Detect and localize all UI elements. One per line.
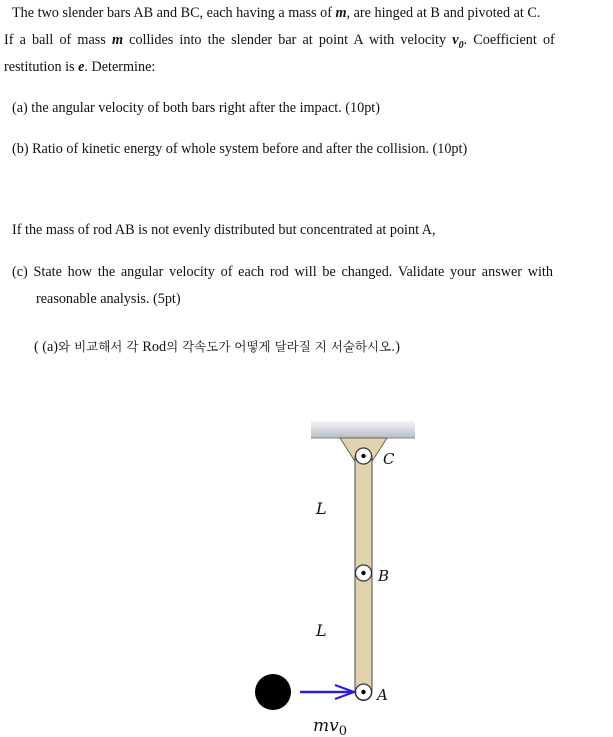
var-v: v [452,32,459,48]
label-l-lower: L [316,621,327,640]
point-a-icon [356,684,372,700]
pivot-c-icon [356,448,372,464]
part-a: (a) the angular velocity of both bars right after the impact. (10pt) [12,100,380,116]
note-text: ( (a) [34,339,59,355]
condition-text: If the mass of rod AB is not evenly distributed but concentrated at point A, [12,222,436,238]
intro-text: . Coefficient of [463,32,555,48]
var-e: e [78,59,85,75]
intro-text: , are hinged at B and pivoted at C. [346,5,541,21]
intro-text: collides into the slender bar at point A with velocity [123,32,453,48]
intro-text: If a ball of mass [4,32,112,48]
momentum-subscript: 0 [338,724,348,737]
var-m: m [111,32,123,48]
note-text-korean: 와 비교해서 각 [58,339,143,354]
part-b: (b) Ratio of kinetic energy of whole system before and after the collision. (10pt) [12,141,468,157]
note-text-korean: 의 각속도가 어떻게 달라질 지 서술하시오. [166,339,396,354]
label-b: B [378,567,390,585]
label-l-upper: L [316,499,327,518]
ceiling-support [311,421,415,438]
momentum-text: mv [313,716,339,736]
ball-icon [255,674,291,710]
var-m: m [335,5,347,21]
label-momentum [313,716,347,737]
intro-text: The two slender bars AB and BC, each having a mass of [12,5,336,21]
intro-text: restitution is [4,59,79,75]
part-c-line-2: reasonable analysis. (5pt) [36,291,181,307]
label-c: C [383,450,395,468]
var-subscript: 0 [458,39,464,51]
hinge-b-icon [356,565,372,581]
note-text: ) [395,339,400,355]
intro-text: . Determine: [84,59,156,75]
label-a: A [377,686,388,704]
part-c-line-1: (c) State how the angular velocity of each rod will be changed. Validate your answer with [12,264,553,280]
note-text: Rod [142,339,167,355]
velocity-arrow-icon [300,685,354,699]
